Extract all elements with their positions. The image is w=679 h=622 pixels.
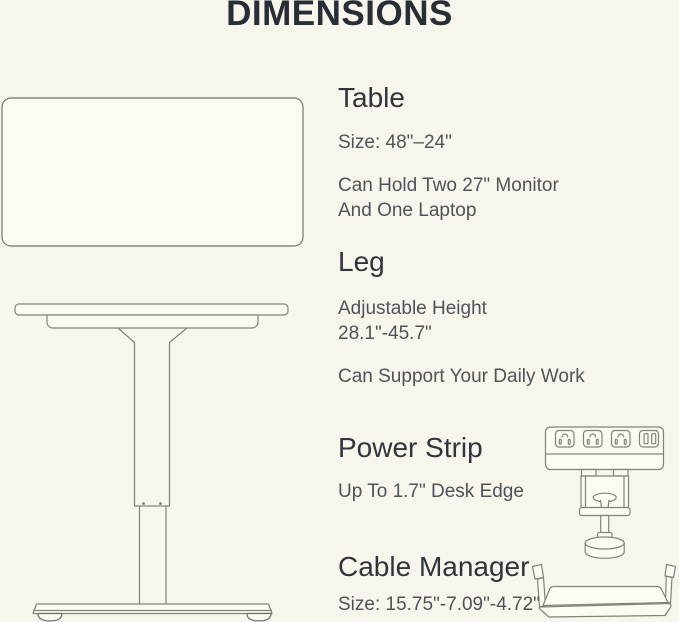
power-strip-drawing xyxy=(546,427,664,558)
cable-manager-section-heading: Cable Manager xyxy=(338,551,530,582)
table-section-heading: Table xyxy=(338,82,405,113)
cable-manager-drawing xyxy=(533,565,676,618)
page-title: DIMENSIONS xyxy=(226,0,453,33)
table-size-text: Size: 48"–24" xyxy=(338,132,452,153)
table-capacity-line2: And One Laptop xyxy=(338,199,477,221)
leg-height-line1: Adjustable Height xyxy=(338,298,487,319)
desk-side-view-drawing xyxy=(15,304,288,621)
leg-height-line2: 28.1"-45.7" xyxy=(338,323,432,344)
tabletop-top-view-drawing xyxy=(2,98,303,246)
table-capacity-line1: Can Hold Two 27" Monitor xyxy=(338,175,559,196)
cable-manager-size-text: Size: 15.75"-7.09"-4.72" xyxy=(338,594,540,615)
leg-height-text xyxy=(338,296,487,346)
table-capacity-text xyxy=(338,174,559,223)
power-strip-detail-text: Up To 1.7" Desk Edge xyxy=(338,481,524,502)
power-strip-section-heading: Power Strip xyxy=(338,432,483,463)
leg-support-text: Can Support Your Daily Work xyxy=(338,366,585,387)
leg-section-heading: Leg xyxy=(338,246,385,277)
